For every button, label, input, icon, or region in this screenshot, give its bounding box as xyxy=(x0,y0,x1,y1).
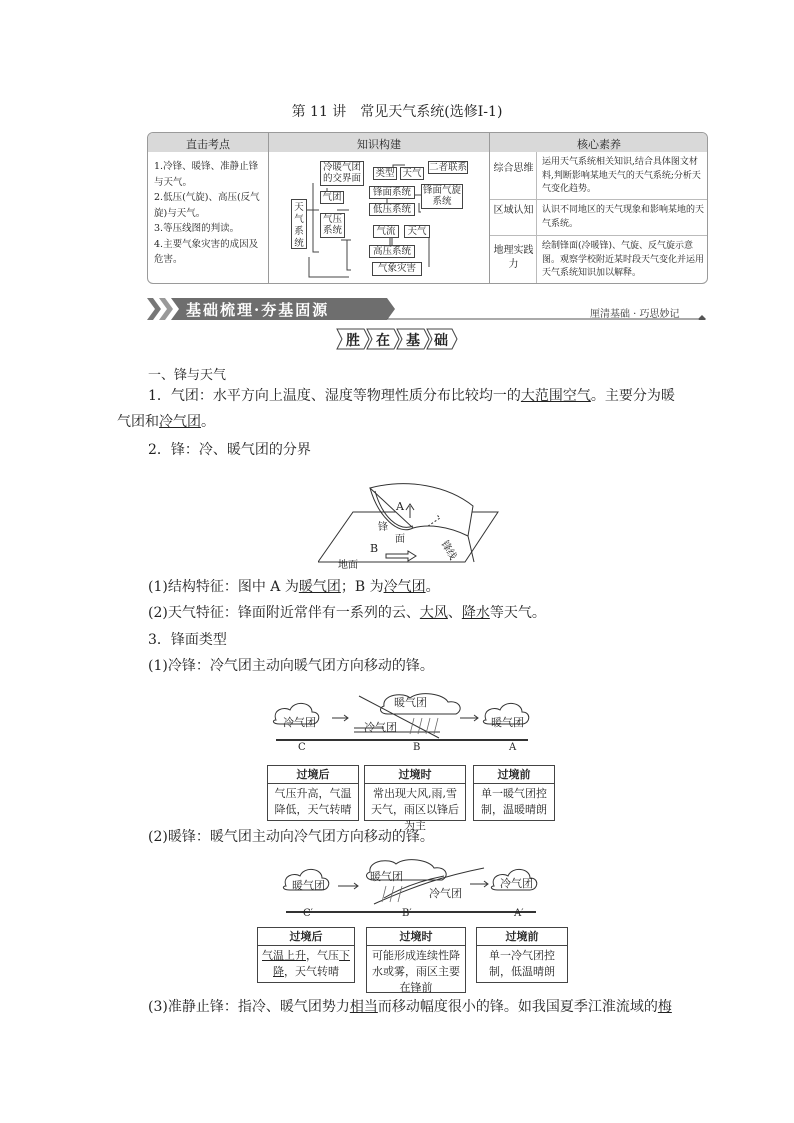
warm-box-before xyxy=(476,927,568,983)
node-erzhe: 二者联系 xyxy=(429,162,468,173)
overview-header xyxy=(148,133,707,152)
overview-table xyxy=(147,132,708,284)
suyang-text: 运用天气系统相关知识,结合具体图文材料,判断影响某地天气的天气系统;分析天气变化趋势。 xyxy=(542,157,701,194)
label-fengxian: 锋线 xyxy=(438,539,459,562)
text: 1．气团：水平方向上温度、湿度等物理性质分布比较均一的 xyxy=(148,388,521,404)
suyang-text: 认识不同地区的天气现象和影响某地的天气系统。 xyxy=(542,205,705,229)
answer: 下降 xyxy=(273,949,350,978)
paragraph-3 xyxy=(148,574,440,601)
answer: 气温上升 xyxy=(262,949,306,962)
paragraph-5: 3．锋面类型 xyxy=(148,632,227,648)
warm-warm-air: 暖气团 xyxy=(370,870,403,883)
kaodian-item: 4.主要气象灾害的成因及危害。 xyxy=(154,238,259,265)
box-head: 过境后 xyxy=(258,928,354,946)
cold-warm-air: 暖气团 xyxy=(394,696,427,709)
answer: 梅 xyxy=(657,999,672,1015)
box-head: 过境后 xyxy=(268,766,358,784)
warm-box-after xyxy=(257,927,355,983)
answer: 相当 xyxy=(349,999,378,1015)
suyang-label: 综合思维 xyxy=(493,163,534,174)
node-qituan: 气团 xyxy=(320,191,344,204)
label-mian: 面 xyxy=(395,534,405,545)
cold-letter-b: B xyxy=(413,742,421,753)
header-zhishi: 知识构建 xyxy=(357,138,401,151)
label-A: A xyxy=(396,500,404,513)
box-body xyxy=(258,946,354,982)
banner-title: 基础梳理·夯基固源 xyxy=(186,301,330,319)
cold-cold-air: 冷气团 xyxy=(364,721,397,734)
label-feng: 锋 xyxy=(378,522,388,533)
answer: 大范围空气 xyxy=(520,388,591,404)
banner-right: 厘清基础 · 巧思妙记 xyxy=(590,309,680,320)
cold-letter-a: A xyxy=(509,742,517,753)
node-jiaojie: 冷暖气团的交界面 xyxy=(320,161,364,186)
text: (1)结构特征：图中 A 为 xyxy=(148,579,299,595)
answer: 暖气团 xyxy=(298,579,341,595)
node-fengmian-qixuan: 锋面气旋系统 xyxy=(422,185,461,207)
warm-letter-a: A′ xyxy=(514,908,524,919)
box-body: 单一冷气团控制，低温晴朗 xyxy=(489,949,555,978)
header-kaodian: 直击考点 xyxy=(186,138,230,151)
node-root: 天气系统 xyxy=(291,199,307,249)
text: (2)天气特征：锋面附近常伴有一系列的云、 xyxy=(148,605,420,621)
box-body: 常出现大风,雨,雪天气，雨区以锋后为主 xyxy=(371,787,459,832)
sub-char: 基 xyxy=(406,333,420,349)
text: 而移动幅度很小的锋。如我国夏季江淮流域的 xyxy=(377,999,658,1015)
sub-char: 胜 xyxy=(346,333,360,349)
cold-box-during xyxy=(364,765,466,832)
warm-cold-air: 冷气团 xyxy=(429,887,462,900)
text: 。主要分为暖 xyxy=(590,388,675,404)
paragraph-8 xyxy=(148,994,672,1021)
node-diya: 低压系统 xyxy=(369,203,415,216)
suyang-row xyxy=(490,199,708,236)
answer: 降水 xyxy=(461,605,490,621)
page-title: 第 11 讲 常见天气系统(选修Ⅰ-1) xyxy=(291,104,503,120)
node-zaihai: 气象灾害 xyxy=(372,262,422,276)
answer: 冷气团 xyxy=(159,414,201,430)
paragraph-4 xyxy=(148,600,546,627)
text: ，天气转晴 xyxy=(284,965,339,978)
text: (3)准静止锋：指冷、暖气团势力 xyxy=(148,999,350,1015)
warm-left-cloud: 暖气团 xyxy=(292,879,325,892)
answer: 冷气团 xyxy=(383,579,426,595)
kaodian-item: 1.冷锋、暖锋、准静止锋与天气。 xyxy=(154,161,259,188)
text: 等天气。 xyxy=(489,605,546,621)
text: 气团和 xyxy=(117,414,159,430)
label-ground: 地面 xyxy=(338,560,358,571)
box-body: 气压升高，气温降低，天气转晴 xyxy=(274,787,352,816)
box-head: 过境时 xyxy=(367,928,465,946)
paragraph-1-cont xyxy=(117,409,215,436)
warm-letter-c: C′ xyxy=(303,908,313,919)
text: 。 xyxy=(201,414,215,430)
suyang-label: 区域认知 xyxy=(493,205,534,216)
kaodian-item: 3.等压线图的判读。 xyxy=(154,223,240,234)
node-leixing: 类型 xyxy=(373,167,397,180)
header-suyang: 核心素养 xyxy=(577,138,621,151)
text: 、 xyxy=(447,605,462,621)
node-fengmian: 锋面系统 xyxy=(369,186,415,199)
box-head: 过境前 xyxy=(474,766,554,784)
cold-box-before xyxy=(473,765,555,821)
sub-char: 础 xyxy=(434,333,448,349)
box-body: 单一暖气团控制，温暖晴朗 xyxy=(481,787,547,816)
cold-letter-c: C xyxy=(298,742,306,753)
cold-right-cloud: 暖气团 xyxy=(491,716,524,729)
section-heading: 一、锋与天气 xyxy=(148,368,227,383)
box-body: 可能形成连续性降水或雾，雨区主要在锋前 xyxy=(372,949,460,994)
node-tianqi2: 天气 xyxy=(404,225,430,238)
warm-box-during xyxy=(366,927,466,993)
kaodian-list xyxy=(154,159,266,268)
node-tianqi: 天气 xyxy=(400,167,424,180)
node-qiliu: 气流 xyxy=(373,225,399,238)
suyang-row xyxy=(490,235,708,284)
paragraph-6: (1)冷锋：冷气团主动向暖气团方向移动的锋。 xyxy=(148,658,434,674)
box-head: 过境前 xyxy=(477,928,567,946)
suyang-text: 绘制锋面(冷暖锋)、气旋、反气旋示意图。观察学校附近某时段天气变化并运用天气系统知识加以解释。 xyxy=(542,241,705,278)
text: ；B 为 xyxy=(340,579,384,595)
paragraph-1 xyxy=(148,383,688,410)
text: ，气压 xyxy=(306,949,339,962)
paragraph-2: 2．锋：冷、暖气团的分界 xyxy=(148,442,311,458)
cold-left-cloud: 冷气团 xyxy=(283,716,316,729)
cold-box-after xyxy=(267,765,359,821)
text: 。 xyxy=(425,579,440,595)
suyang-label: 地理实践力 xyxy=(493,245,534,270)
answer: 大风 xyxy=(419,605,448,621)
box-head: 过境时 xyxy=(365,766,465,784)
warm-letter-b: B′ xyxy=(402,908,412,919)
warm-right-cloud: 冷气团 xyxy=(500,877,533,890)
label-B: B xyxy=(370,542,379,555)
kaodian-item: 2.低压(气旋)、高压(反气旋)与天气。 xyxy=(154,192,260,219)
divider xyxy=(536,152,537,284)
paragraph-7: (2)暖锋：暖气团主动向冷气团方向移动的锋。 xyxy=(148,829,434,845)
suyang-row xyxy=(490,152,708,199)
node-qiya: 气压系统 xyxy=(320,213,345,238)
node-gaoya: 高压系统 xyxy=(369,245,415,258)
sub-char: 在 xyxy=(376,333,390,349)
